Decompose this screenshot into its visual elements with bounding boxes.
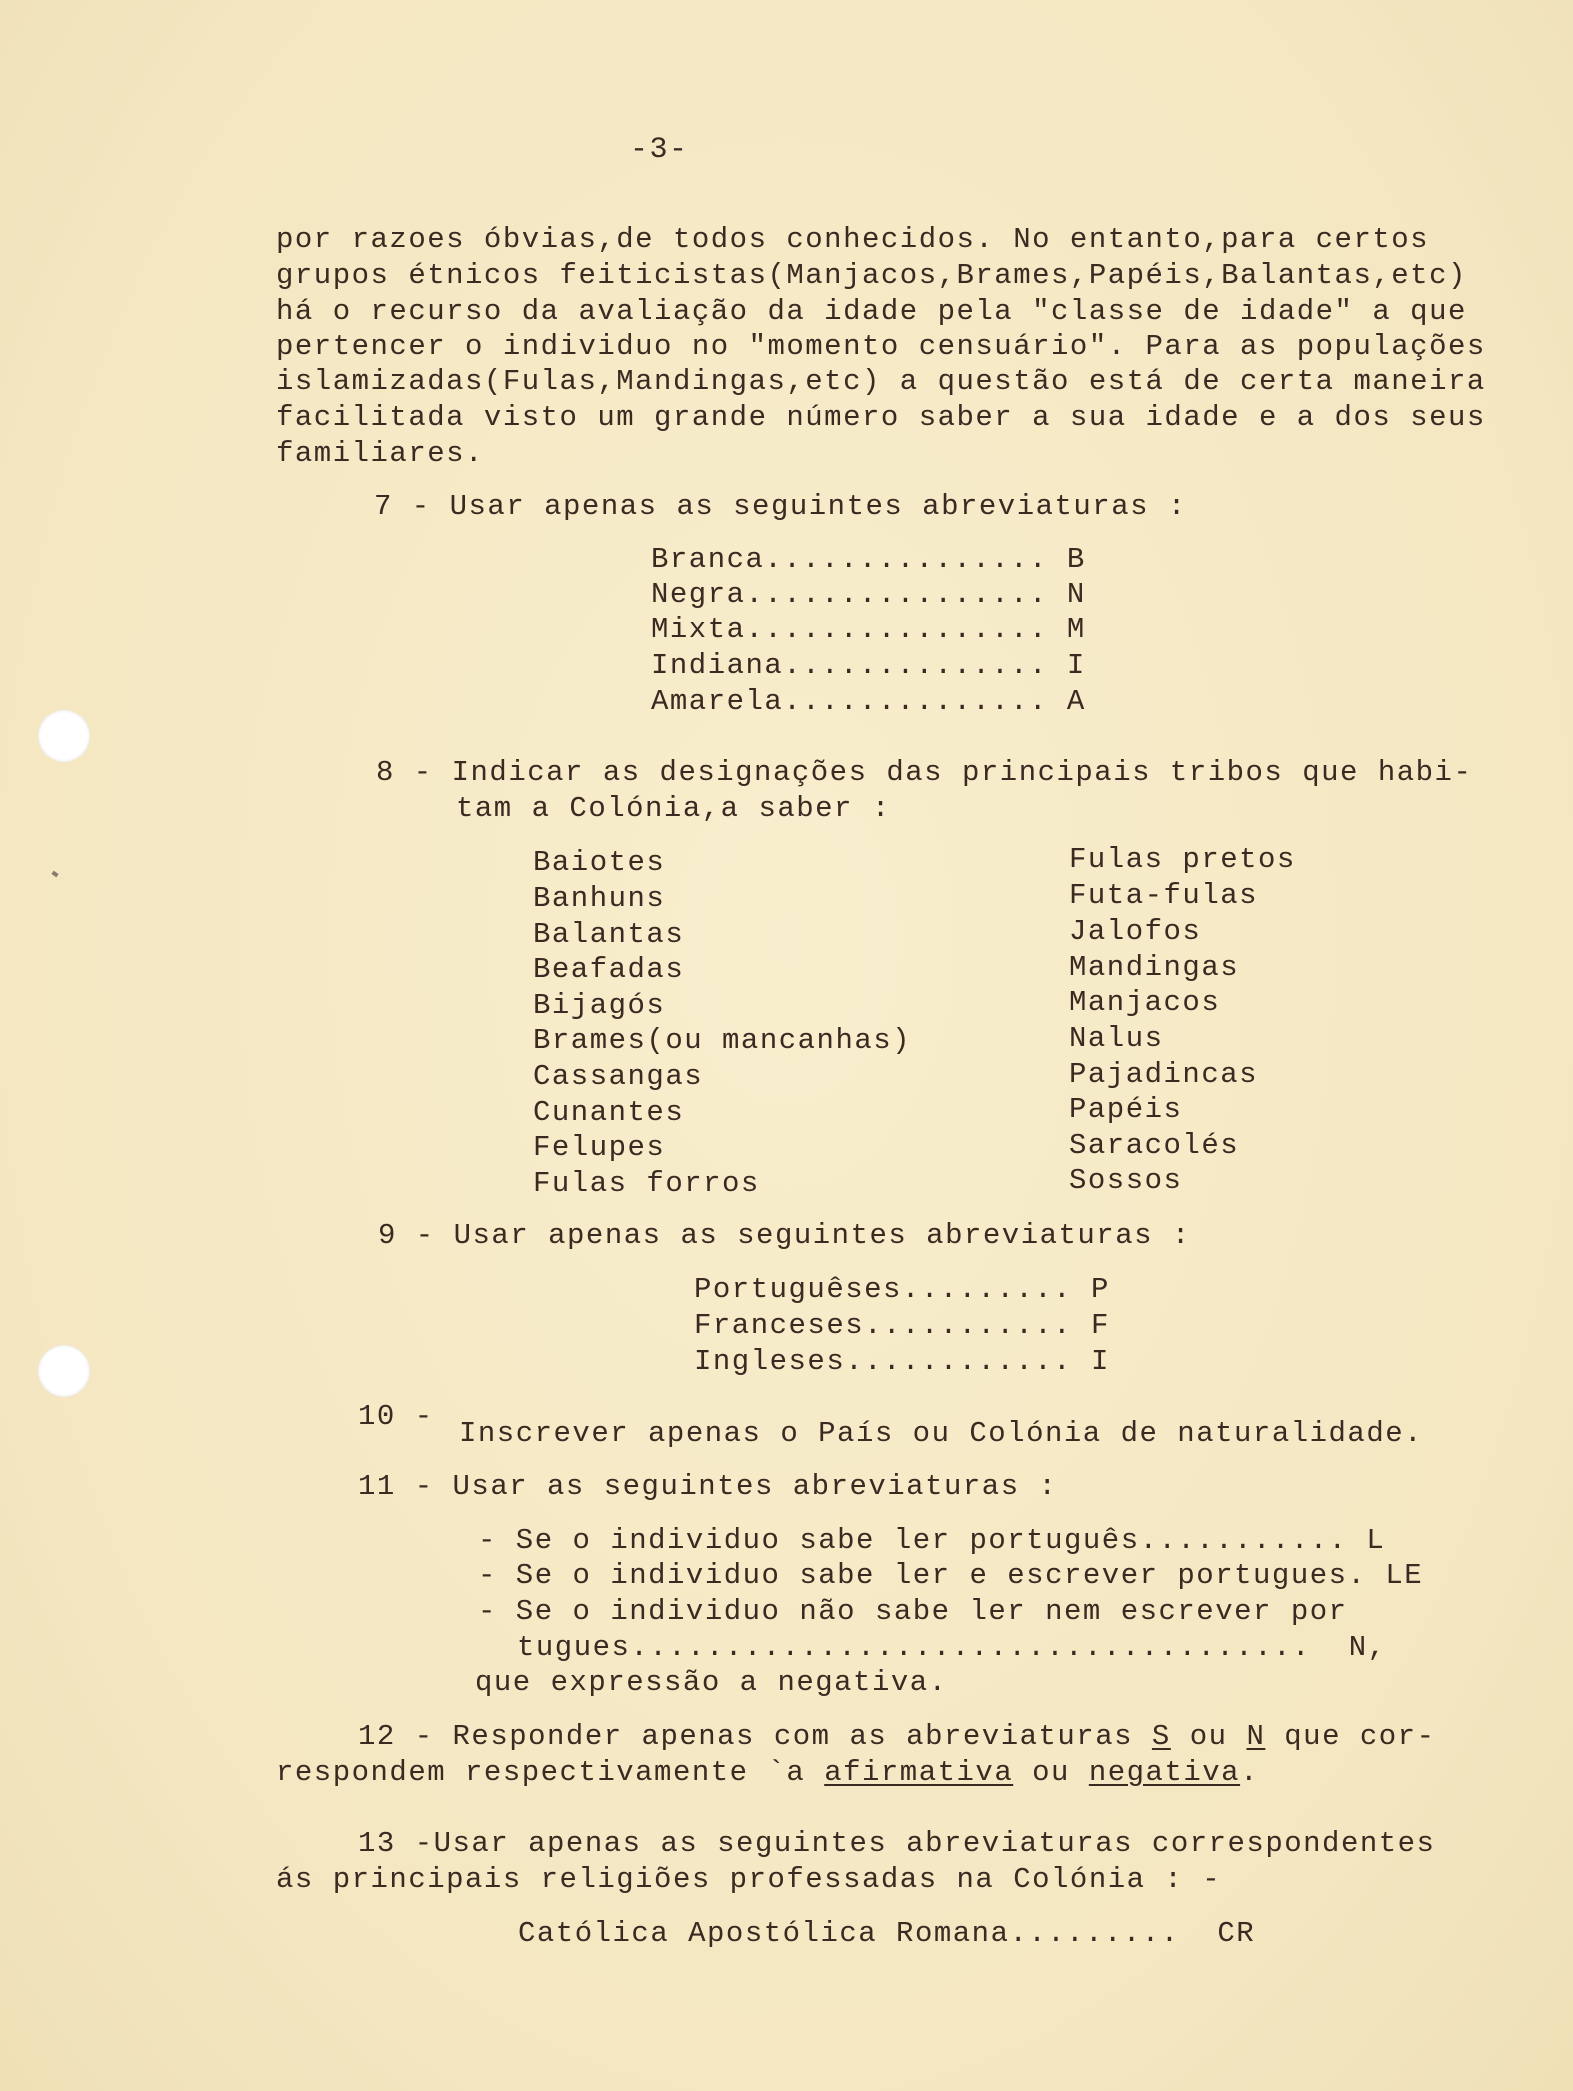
item-7-heading: 7 - Usar apenas as seguintes abreviaturas :: [374, 490, 1187, 523]
abbrev-entry: Negra................ N: [651, 578, 1086, 611]
tribe-name: Bijagós: [533, 989, 666, 1022]
tribe-name: Mandingas: [1069, 951, 1240, 984]
tribe-name: Nalus: [1069, 1022, 1164, 1055]
punch-hole-bottom: [38, 1345, 90, 1397]
tribe-name: Pajadincas: [1069, 1058, 1259, 1091]
tribe-name: Cunantes: [533, 1096, 685, 1129]
word-afirmativa: afirmativa: [824, 1756, 1014, 1789]
abbrev-entry: Amarela.............. A: [651, 685, 1086, 718]
tribe-name: Fulas forros: [533, 1167, 760, 1200]
intro-line: por razoes óbvias,de todos conhecidos. No entanto,para certos: [276, 223, 1430, 256]
item-12-text: ou: [1170, 1720, 1247, 1753]
item-8-heading-cont: tam a Colónia,a saber :: [456, 792, 891, 825]
item-10-number: 10 -: [358, 1400, 434, 1433]
tribe-name: Baiotes: [533, 846, 666, 879]
abbrev-entry: Branca............... B: [651, 543, 1086, 576]
tribe-name: Balantas: [533, 918, 685, 951]
abbrev-entry: Portuguêses......... P: [694, 1273, 1110, 1306]
item-11-heading: 11 - Usar as seguintes abreviaturas :: [358, 1470, 1058, 1503]
tribe-name: Cassangas: [533, 1060, 704, 1093]
tribe-name: Fulas pretos: [1069, 843, 1296, 876]
item-12-text: ou: [1013, 1756, 1089, 1789]
literacy-option-cont: que expressão a negativa.: [475, 1666, 948, 1699]
intro-line: facilitada visto um grande número saber a sua idade e a dos seus: [276, 401, 1486, 434]
tribe-name: Beafadas: [533, 953, 685, 986]
tribe-name: Felupes: [533, 1131, 666, 1164]
ink-speck: [51, 871, 58, 878]
intro-line: islamizadas(Fulas,Mandingas,etc) a questão está de certa maneira: [276, 365, 1486, 398]
literacy-option: - Se o individuo sabe ler português........... L: [478, 1524, 1386, 1557]
tribe-name: Brames(ou mancanhas): [533, 1024, 912, 1057]
item-12-line: [276, 1755, 1259, 1791]
item-12-text: que cor-: [1265, 1720, 1436, 1753]
intro-line: há o recurso da avaliação da idade pela "classe de idade" a que: [276, 295, 1467, 328]
abbrev-entry: Ingleses............ I: [694, 1345, 1110, 1378]
item-12-line: [358, 1719, 1436, 1755]
item-10-text: Inscrever apenas o País ou Colónia de naturalidade.: [459, 1417, 1424, 1450]
literacy-option: - Se o individuo sabe ler e escrever portugues. LE: [478, 1559, 1424, 1592]
tribe-name: Saracolés: [1069, 1129, 1240, 1162]
abbrev-n: N: [1246, 1720, 1266, 1753]
abbrev-entry: Indiana.............. I: [651, 649, 1086, 682]
tribe-name: Papéis: [1069, 1093, 1183, 1126]
punch-hole-top: [38, 710, 90, 762]
literacy-option: - Se o individuo não sabe ler nem escrever por: [478, 1595, 1348, 1628]
abbrev-s: S: [1151, 1720, 1171, 1753]
tribe-name: Banhuns: [533, 882, 666, 915]
word-negativa: negativa: [1088, 1756, 1241, 1789]
item-13-heading: 13 -Usar apenas as seguintes abreviaturas correspondentes: [358, 1827, 1436, 1860]
intro-line: pertencer o individuo no "momento censuário". Para as populações: [276, 330, 1486, 363]
tribe-name: Manjacos: [1069, 986, 1221, 1019]
item-12-text: 12 - Responder apenas com as abreviaturas: [358, 1720, 1152, 1753]
intro-line: grupos étnicos feiticistas(Manjacos,Brames,Papéis,Balantas,etc): [276, 259, 1467, 292]
intro-line: familiares.: [276, 437, 484, 470]
item-12-text: respondem respectivamente `a: [276, 1756, 825, 1789]
tribe-name: Jalofos: [1069, 915, 1202, 948]
tribe-name: Futa-fulas: [1069, 879, 1259, 912]
abbrev-entry: Mixta................ M: [651, 613, 1086, 646]
page-number: -3-: [630, 133, 689, 167]
abbrev-entry: Franceses........... F: [694, 1309, 1110, 1342]
item-9-heading: 9 - Usar apenas as seguintes abreviaturas :: [378, 1219, 1191, 1252]
item-8-heading: 8 - Indicar as designações das principais tribos que habi-: [376, 756, 1473, 789]
literacy-option-cont: tugues.................................... N,: [517, 1631, 1387, 1664]
item-13-heading-cont: ás principais religiões professadas na Colónia : -: [276, 1863, 1222, 1896]
religion-entry: Católica Apostólica Romana......... CR: [518, 1917, 1256, 1950]
tribe-name: Sossos: [1069, 1164, 1183, 1197]
item-12-text: .: [1240, 1756, 1259, 1789]
